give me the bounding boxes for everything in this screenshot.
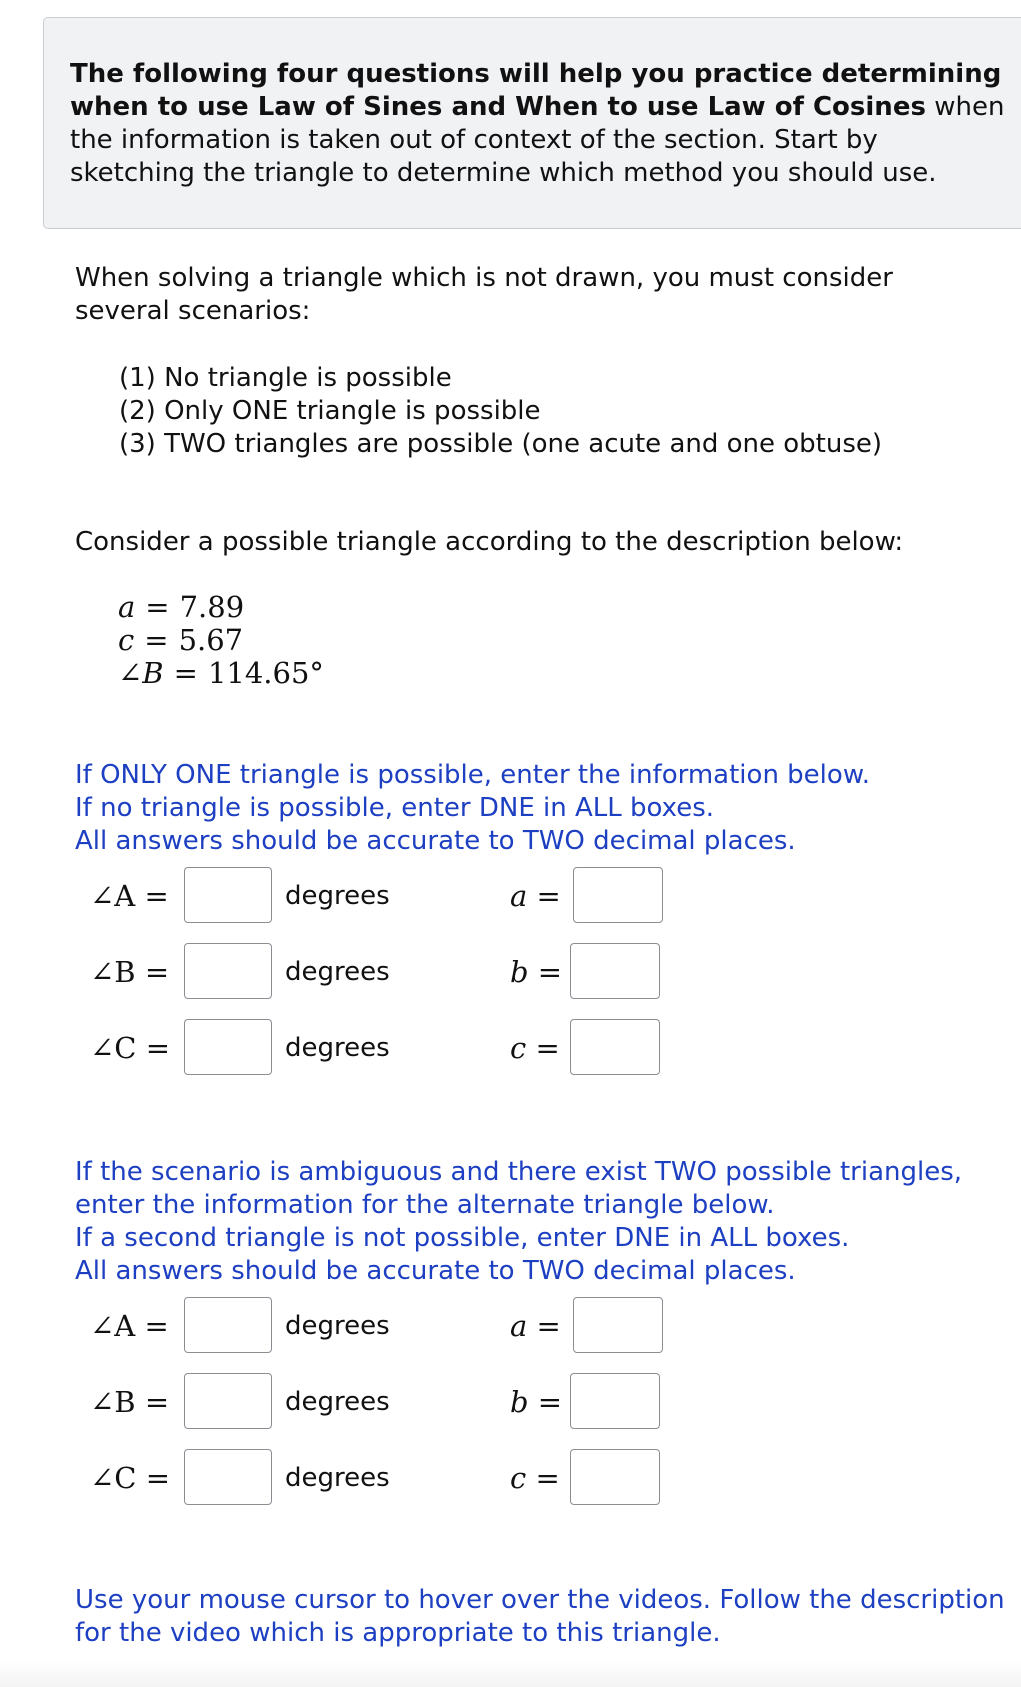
scenario-item: (1) No triangle is possible [119, 363, 452, 393]
scenario-item: (2) Only ONE triangle is possible [119, 396, 541, 426]
section-one-row-a: ∠A = degrees a = [90, 867, 690, 925]
section-two-row-c: ∠C = degrees c = [90, 1449, 690, 1507]
alt-side-a-input[interactable] [573, 1297, 663, 1353]
page-bottom-edge [0, 1660, 1021, 1687]
side-b-label: b [510, 955, 529, 989]
angle-b-label: ∠B [90, 955, 136, 989]
alt-angle-b-label: ∠B [90, 1385, 136, 1419]
section-one-instruction: All answers should be accurate to TWO decimal places. [75, 826, 796, 856]
angle-b-input[interactable] [184, 943, 272, 999]
given-c-value: 5.67 [178, 623, 244, 657]
alt-angle-b-input[interactable] [184, 1373, 272, 1429]
side-a-label: a [510, 879, 528, 913]
scenarios-lead: When solving a triangle which is not drawn, you must consider several scenarios: [75, 263, 893, 326]
side-b-input[interactable] [570, 943, 660, 999]
alt-angle-a-input[interactable] [184, 1297, 272, 1353]
given-values [118, 591, 324, 690]
scenario-item: (3) TWO triangles are possible (one acute and one obtuse) [119, 429, 883, 459]
alt-side-c-input[interactable] [570, 1449, 660, 1505]
degrees-label: degrees [285, 881, 390, 911]
side-c-label: c [510, 1031, 527, 1065]
given-angle-b: ∠B = 114.65° [118, 656, 324, 690]
angle-a-input[interactable] [184, 867, 272, 923]
alt-angle-c-label: ∠C [90, 1461, 137, 1495]
alt-side-a-label: a [510, 1309, 528, 1343]
section-two-row-a: ∠A = degrees a = [90, 1297, 690, 1355]
degrees-label: degrees [285, 957, 390, 987]
side-a-input[interactable] [573, 867, 663, 923]
section-one-instructions [75, 759, 870, 858]
degrees-label: degrees [285, 1387, 390, 1417]
section-two-instruction: All answers should be accurate to TWO decimal places. [75, 1256, 796, 1286]
angle-a-label: ∠A [90, 879, 136, 913]
alt-side-b-input[interactable] [570, 1373, 660, 1429]
side-c-input[interactable] [570, 1019, 660, 1075]
section-one-instruction: If ONLY ONE triangle is possible, enter the information below. [75, 760, 870, 790]
given-a: a = 7.89 [118, 590, 245, 624]
angle-c-input[interactable] [184, 1019, 272, 1075]
alt-side-b-label: b [510, 1385, 529, 1419]
degrees-label: degrees [285, 1463, 390, 1493]
given-a-label: a [118, 590, 136, 624]
footer-instruction: Use your mouse cursor to hover over the videos. Follow the description for the video which is appropriate to this triangle. [75, 1585, 1005, 1648]
scenario-list [119, 362, 882, 461]
alt-angle-a-label: ∠A [90, 1309, 136, 1343]
given-angle-b-label: ∠B [118, 656, 164, 690]
angle-c-label: ∠C [90, 1031, 137, 1065]
alt-side-c-label: c [510, 1461, 527, 1495]
section-one-instruction: If no triangle is possible, enter DNE in ALL boxes. [75, 793, 715, 823]
degrees-label: degrees [285, 1033, 390, 1063]
degrees-label: degrees [285, 1311, 390, 1341]
intro-rest-text: when the information is taken out of context of the section. Start by sketching the triangle to determine which method you should use. [70, 92, 1005, 188]
section-two-instruction: If a second triangle is not possible, enter DNE in ALL boxes. [75, 1223, 850, 1253]
intro-bold-text: The following four questions will help you practice determining when to use Law of Sines and When to use Law of Cosines [70, 59, 1002, 122]
intro-box [43, 17, 1021, 229]
alt-angle-c-input[interactable] [184, 1449, 272, 1505]
section-two-instructions [75, 1156, 995, 1288]
section-two-row-b: ∠B = degrees b = [90, 1373, 690, 1431]
given-c-label: c [118, 623, 135, 657]
section-one-row-c: ∠C = degrees c = [90, 1019, 690, 1077]
given-angle-b-value: 114.65° [207, 656, 324, 690]
section-two-instruction: If the scenario is ambiguous and there exist TWO possible triangles, enter the information for the alternate triangle below. [75, 1157, 963, 1220]
given-a-value: 7.89 [179, 590, 245, 624]
description-lead: Consider a possible triangle according to the description below: [75, 527, 904, 557]
given-c: c = 5.67 [118, 623, 244, 657]
section-one-row-b: ∠B = degrees b = [90, 943, 690, 1001]
